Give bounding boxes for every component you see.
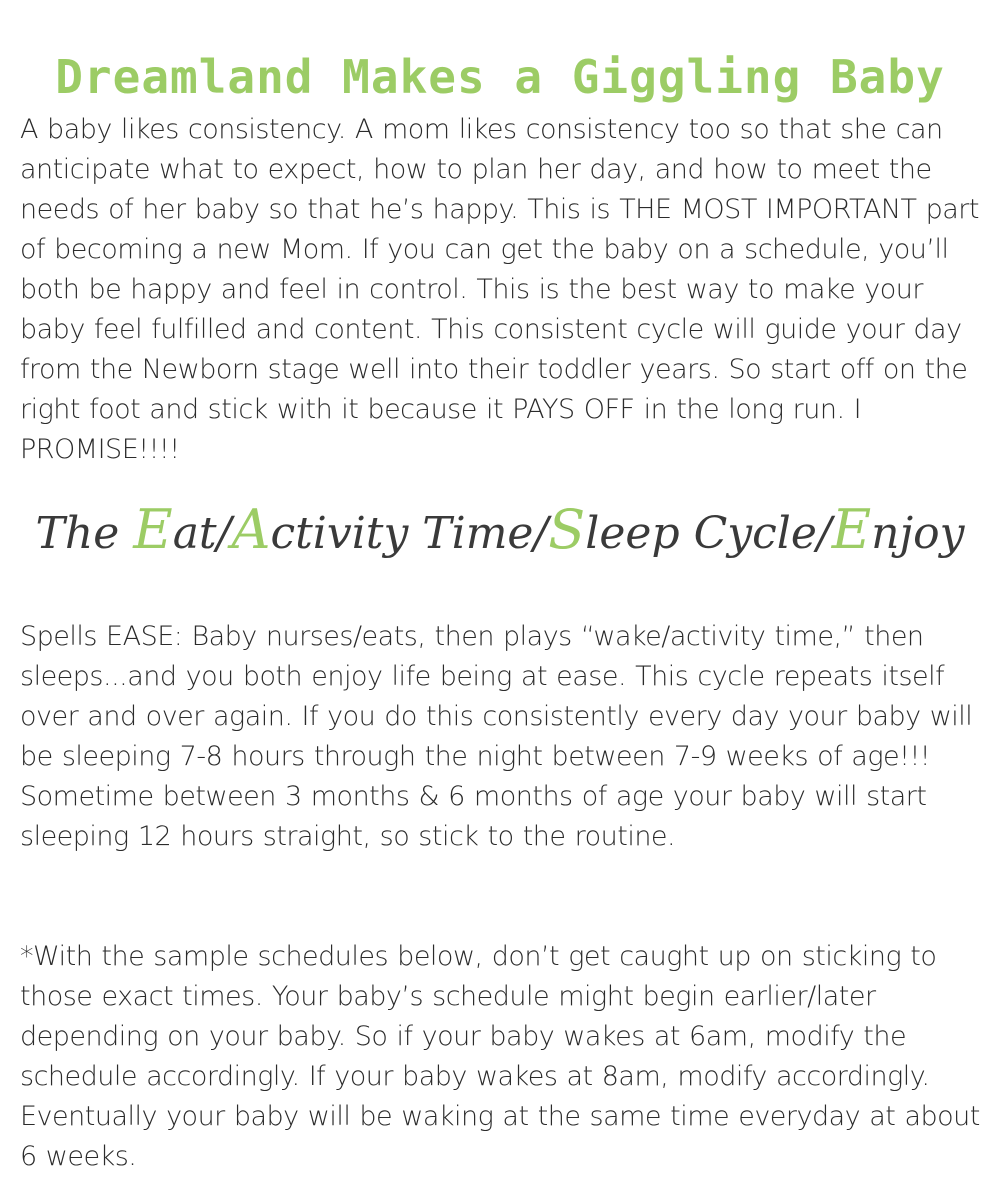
cycle-letter-e-enjoy: E [831, 498, 872, 561]
cycle-prefix: The [35, 508, 134, 559]
schedule-note-paragraph: *With the sample schedules below, don’t get caught up on sticking to those exact times. Your baby’s schedule might begin earlier/later depending on your baby. So if your baby wakes at 6am, modify the schedule accordingly. If your baby wakes at 8am, modify accordingly. Eventually your baby will be waking at the same time everyday at about 6 weeks. [20, 941, 980, 1172]
cycle-heading [30, 485, 970, 579]
cycle-word-sleep: leep Cycle/ [585, 508, 832, 559]
ease-paragraph: Spells EASE: Baby nurses/eats, then plays “wake/activity time,” then sleeps...and you both enjoy life being at ease. This cycle repeats itself over and over again. If you do this consistently every day your baby will be sleeping 7-8 hours through the night between 7-9 weeks of age!!! Sometime between 3 months & 6 months of age your baby will start sleeping 12 hours straight, so stick to the routine. [20, 621, 973, 852]
page-title: Dreamland Makes a Giggling Baby [55, 49, 945, 104]
cycle-letter-s-sleep: S [548, 498, 586, 561]
cycle-letter-a-activity: A [231, 498, 271, 561]
cycle-word-enjoy: njoy [871, 508, 965, 559]
cycle-word-eat: at/ [172, 508, 232, 559]
cycle-word-activity: ctivity Time/ [270, 508, 549, 559]
intro-paragraph: A baby likes consistency. A mom likes consistency too so that she can anticipate what to expect, how to plan her day, and how to meet the needs of her baby so that he’s happy. This is THE MOST IMPORTANT part of becoming a new Mom. If you can get the baby on a schedule, you’ll both be happy and feel in control. This is the best way to make your baby feel fulfilled and content. This consistent cycle will guide your day from the Newborn stage well into their toddler years. So start off on the right foot and stick with it because it PAYS OFF in the long run. I PROMISE!!!! [20, 114, 979, 465]
cycle-letter-e-eat: E [133, 498, 173, 561]
